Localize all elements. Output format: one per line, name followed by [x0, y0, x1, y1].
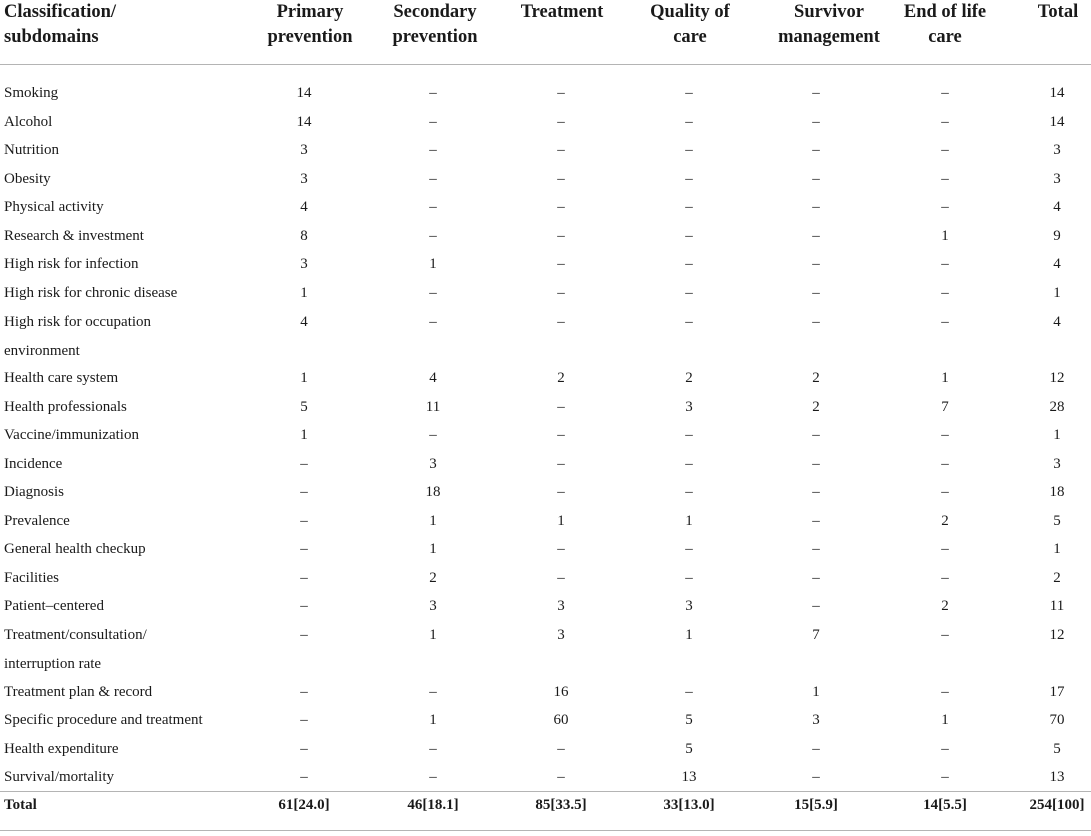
table-cell: – [812, 314, 820, 330]
row-label: High risk for chronic disease [4, 285, 178, 301]
table-cell: – [557, 541, 565, 557]
table-cell: – [429, 171, 437, 187]
row-label: Obesity [4, 171, 51, 187]
row-label: Diagnosis [4, 484, 64, 500]
table-cell: 3 [685, 598, 693, 614]
table-cell: – [557, 171, 565, 187]
table-cell: 3 [429, 456, 437, 472]
table-cell: – [429, 142, 437, 158]
table-cell: 13 [681, 769, 697, 785]
table-cell: – [685, 427, 693, 443]
column-header [895, 0, 995, 50]
table-cell: – [941, 684, 949, 700]
table-cell: – [941, 256, 949, 272]
table-cell: – [557, 285, 565, 301]
row-label: High risk for occupation [4, 314, 152, 330]
table-cell: 2 [429, 570, 437, 586]
total-cell: 46[18.1] [407, 797, 459, 813]
row-label: Alcohol [4, 114, 53, 130]
column-header [4, 0, 174, 50]
table-cell: 4 [429, 370, 437, 386]
table-cell: 4 [300, 199, 308, 215]
table-cell: – [685, 171, 693, 187]
table-cell: – [429, 427, 437, 443]
row-label: Health professionals [4, 399, 127, 415]
table-cell: – [941, 456, 949, 472]
table-cell: 11 [425, 399, 441, 415]
row-label: Research & investment [4, 228, 144, 244]
table-cell: – [300, 769, 308, 785]
row-label: Survival/mortality [4, 769, 114, 785]
header-divider [0, 64, 1091, 65]
table-cell: – [557, 199, 565, 215]
table-cell: – [941, 427, 949, 443]
table-cell: 14 [1049, 85, 1065, 101]
column-header-line: Secondary [393, 2, 477, 22]
column-header-line: subdomains [4, 27, 99, 47]
table-cell: – [685, 199, 693, 215]
table-cell: 2 [557, 370, 565, 386]
table-cell: – [300, 541, 308, 557]
row-label: Incidence [4, 456, 63, 472]
table-cell: – [300, 741, 308, 757]
table-cell: – [941, 114, 949, 130]
table-cell: – [685, 228, 693, 244]
table-cell: 3 [1053, 456, 1061, 472]
table-cell: – [812, 541, 820, 557]
table-cell: – [429, 85, 437, 101]
table-cell: 2 [1053, 570, 1061, 586]
row-label: Health care system [4, 370, 119, 386]
table-cell: – [941, 85, 949, 101]
table-cell: – [941, 741, 949, 757]
table-cell: – [557, 256, 565, 272]
table-cell: 3 [557, 627, 565, 643]
table-cell: – [812, 513, 820, 529]
table-cell: 4 [1053, 256, 1061, 272]
table-cell: – [429, 228, 437, 244]
table-cell: 3 [1053, 142, 1061, 158]
table-cell: 3 [300, 171, 308, 187]
table-cell: 12 [1049, 370, 1065, 386]
row-label: Patient–centered [4, 598, 104, 614]
table-cell: – [812, 570, 820, 586]
row-label: environment [4, 342, 80, 359]
row-label: Treatment plan & record [4, 684, 153, 700]
total-divider [0, 791, 1091, 792]
table-cell: 1 [300, 285, 308, 301]
table-cell: 1 [300, 427, 308, 443]
table-cell: – [557, 427, 565, 443]
table-cell: – [941, 314, 949, 330]
table-cell: – [812, 598, 820, 614]
table-cell: 9 [1053, 228, 1061, 244]
column-header-line: Primary [276, 2, 344, 22]
total-row-label: Total [4, 797, 37, 813]
table-cell: 3 [300, 142, 308, 158]
table-cell: – [941, 285, 949, 301]
column-header [250, 0, 370, 50]
table-cell: – [685, 114, 693, 130]
table-cell: – [300, 513, 308, 529]
table-cell: 3 [812, 712, 820, 728]
table-cell: – [557, 142, 565, 158]
table-cell: 18 [1049, 484, 1065, 500]
column-header [1028, 0, 1088, 25]
table-cell: 5 [300, 399, 308, 415]
column-header-line: prevention [392, 27, 478, 47]
table-cell: – [300, 598, 308, 614]
row-label: Nutrition [4, 142, 59, 158]
table-cell: – [812, 256, 820, 272]
table-cell: – [685, 85, 693, 101]
column-header-line: management [778, 27, 880, 47]
table-cell: – [685, 142, 693, 158]
table-cell: 1 [429, 627, 437, 643]
table-cell: – [300, 484, 308, 500]
table-cell: – [812, 427, 820, 443]
table-cell: – [429, 314, 437, 330]
table-cell: 1 [429, 513, 437, 529]
table-cell: 70 [1049, 712, 1065, 728]
table-cell: 7 [941, 399, 949, 415]
table-cell: – [685, 456, 693, 472]
column-header-line: prevention [267, 27, 353, 47]
table-cell: – [300, 684, 308, 700]
table-cell: – [685, 541, 693, 557]
table-cell: 3 [557, 598, 565, 614]
column-header [759, 0, 899, 50]
column-header [370, 0, 500, 50]
table-cell: 2 [812, 370, 820, 386]
column-header-line: Quality of [650, 2, 730, 22]
table-cell: – [557, 228, 565, 244]
table-cell: 5 [1053, 741, 1061, 757]
table-cell: 17 [1049, 684, 1065, 700]
row-label: Vaccine/immunization [4, 427, 139, 443]
row-label: interruption rate [4, 655, 102, 672]
total-cell: 254[100] [1029, 797, 1085, 813]
column-header [502, 0, 622, 25]
table-cell: – [300, 456, 308, 472]
table-cell: – [557, 484, 565, 500]
table-cell: 3 [1053, 171, 1061, 187]
table-cell: – [812, 769, 820, 785]
table-cell: 1 [941, 370, 949, 386]
row-label: General health checkup [4, 541, 146, 557]
table-cell: – [429, 114, 437, 130]
total-cell: 14[5.5] [923, 797, 967, 813]
table-cell: 1 [685, 513, 693, 529]
table-cell: 16 [553, 684, 569, 700]
table-cell: – [685, 484, 693, 500]
table-cell: 1 [1053, 285, 1061, 301]
table-bottom-rule [0, 830, 1091, 831]
row-label: Physical activity [4, 199, 104, 215]
table-cell: – [685, 285, 693, 301]
table-cell: 4 [1053, 199, 1061, 215]
table-cell: – [941, 769, 949, 785]
column-header-line: Total [1037, 2, 1079, 22]
table-cell: 3 [300, 256, 308, 272]
table-cell: 7 [812, 627, 820, 643]
table-cell: – [812, 142, 820, 158]
table-cell: – [812, 741, 820, 757]
table-cell: 5 [685, 741, 693, 757]
table-cell: 4 [1053, 314, 1061, 330]
column-header-line: care [928, 27, 962, 47]
table-cell: – [685, 570, 693, 586]
row-label: Treatment/consultation/ [4, 627, 147, 643]
table-cell: 13 [1049, 769, 1065, 785]
table-cell: – [557, 570, 565, 586]
table-cell: 60 [553, 712, 569, 728]
table-cell: – [429, 285, 437, 301]
table-cell: 1 [300, 370, 308, 386]
table-cell: 14 [296, 85, 312, 101]
table-cell: 3 [685, 399, 693, 415]
table-cell: – [685, 684, 693, 700]
table-cell: 8 [300, 228, 308, 244]
table-cell: 5 [1053, 513, 1061, 529]
table-cell: – [557, 314, 565, 330]
table-cell: – [685, 256, 693, 272]
column-header-line: Survivor [794, 2, 864, 22]
table-cell: – [685, 314, 693, 330]
table-cell: – [812, 114, 820, 130]
table-cell: – [812, 228, 820, 244]
table-cell: 1 [429, 256, 437, 272]
table-cell: – [557, 114, 565, 130]
table-cell: 28 [1049, 399, 1065, 415]
table-cell: – [812, 171, 820, 187]
table-cell: 1 [429, 541, 437, 557]
table-cell: 3 [429, 598, 437, 614]
table-cell: 1 [941, 712, 949, 728]
table-cell: – [812, 456, 820, 472]
table-cell: 1 [1053, 427, 1061, 443]
table-cell: – [812, 85, 820, 101]
table-cell: – [429, 769, 437, 785]
table-cell: 1 [429, 712, 437, 728]
table-cell: – [557, 85, 565, 101]
table-cell: – [429, 741, 437, 757]
table-cell: – [429, 199, 437, 215]
table-cell: – [941, 142, 949, 158]
table-cell: 4 [300, 314, 308, 330]
table-cell: – [941, 199, 949, 215]
table-cell: 1 [685, 627, 693, 643]
table-cell: – [941, 570, 949, 586]
row-label: Health expenditure [4, 741, 119, 757]
total-cell: 15[5.9] [794, 797, 838, 813]
table-cell: 14 [296, 114, 312, 130]
table-cell: 5 [685, 712, 693, 728]
table-cell: – [429, 684, 437, 700]
table-cell: – [941, 484, 949, 500]
table-cell: 18 [425, 484, 441, 500]
column-header [640, 0, 740, 50]
table-cell: – [557, 456, 565, 472]
table-cell: – [941, 541, 949, 557]
table-cell: 2 [941, 598, 949, 614]
table-cell: 1 [1053, 541, 1061, 557]
row-label: High risk for infection [4, 256, 139, 272]
row-label: Prevalence [4, 513, 70, 529]
table-cell: – [941, 171, 949, 187]
table-cell: – [300, 570, 308, 586]
table-cell: – [812, 199, 820, 215]
table-cell: – [941, 627, 949, 643]
total-cell: 61[24.0] [278, 797, 330, 813]
row-label: Specific procedure and treatment [4, 712, 203, 728]
table-cell: – [812, 484, 820, 500]
table-cell: – [300, 712, 308, 728]
table-cell: – [300, 627, 308, 643]
column-header-line: Classification/ [4, 2, 117, 22]
total-cell: 33[13.0] [663, 797, 715, 813]
column-header-line: Treatment [520, 2, 604, 22]
table-cell: 2 [685, 370, 693, 386]
table-cell: 1 [812, 684, 820, 700]
table-cell: 1 [557, 513, 565, 529]
total-cell: 85[33.5] [535, 797, 587, 813]
table-cell: 2 [812, 399, 820, 415]
table-cell: – [557, 741, 565, 757]
table-cell: – [557, 769, 565, 785]
row-label: Smoking [4, 85, 59, 101]
table-cell: 11 [1049, 598, 1065, 614]
column-header-line: End of life [903, 2, 987, 22]
table-cell: 12 [1049, 627, 1065, 643]
table-cell: – [812, 285, 820, 301]
table-cell: 2 [941, 513, 949, 529]
table-cell: 14 [1049, 114, 1065, 130]
table-cell: 1 [941, 228, 949, 244]
column-header-line: care [673, 27, 707, 47]
row-label: Facilities [4, 570, 59, 586]
table-cell: – [557, 399, 565, 415]
